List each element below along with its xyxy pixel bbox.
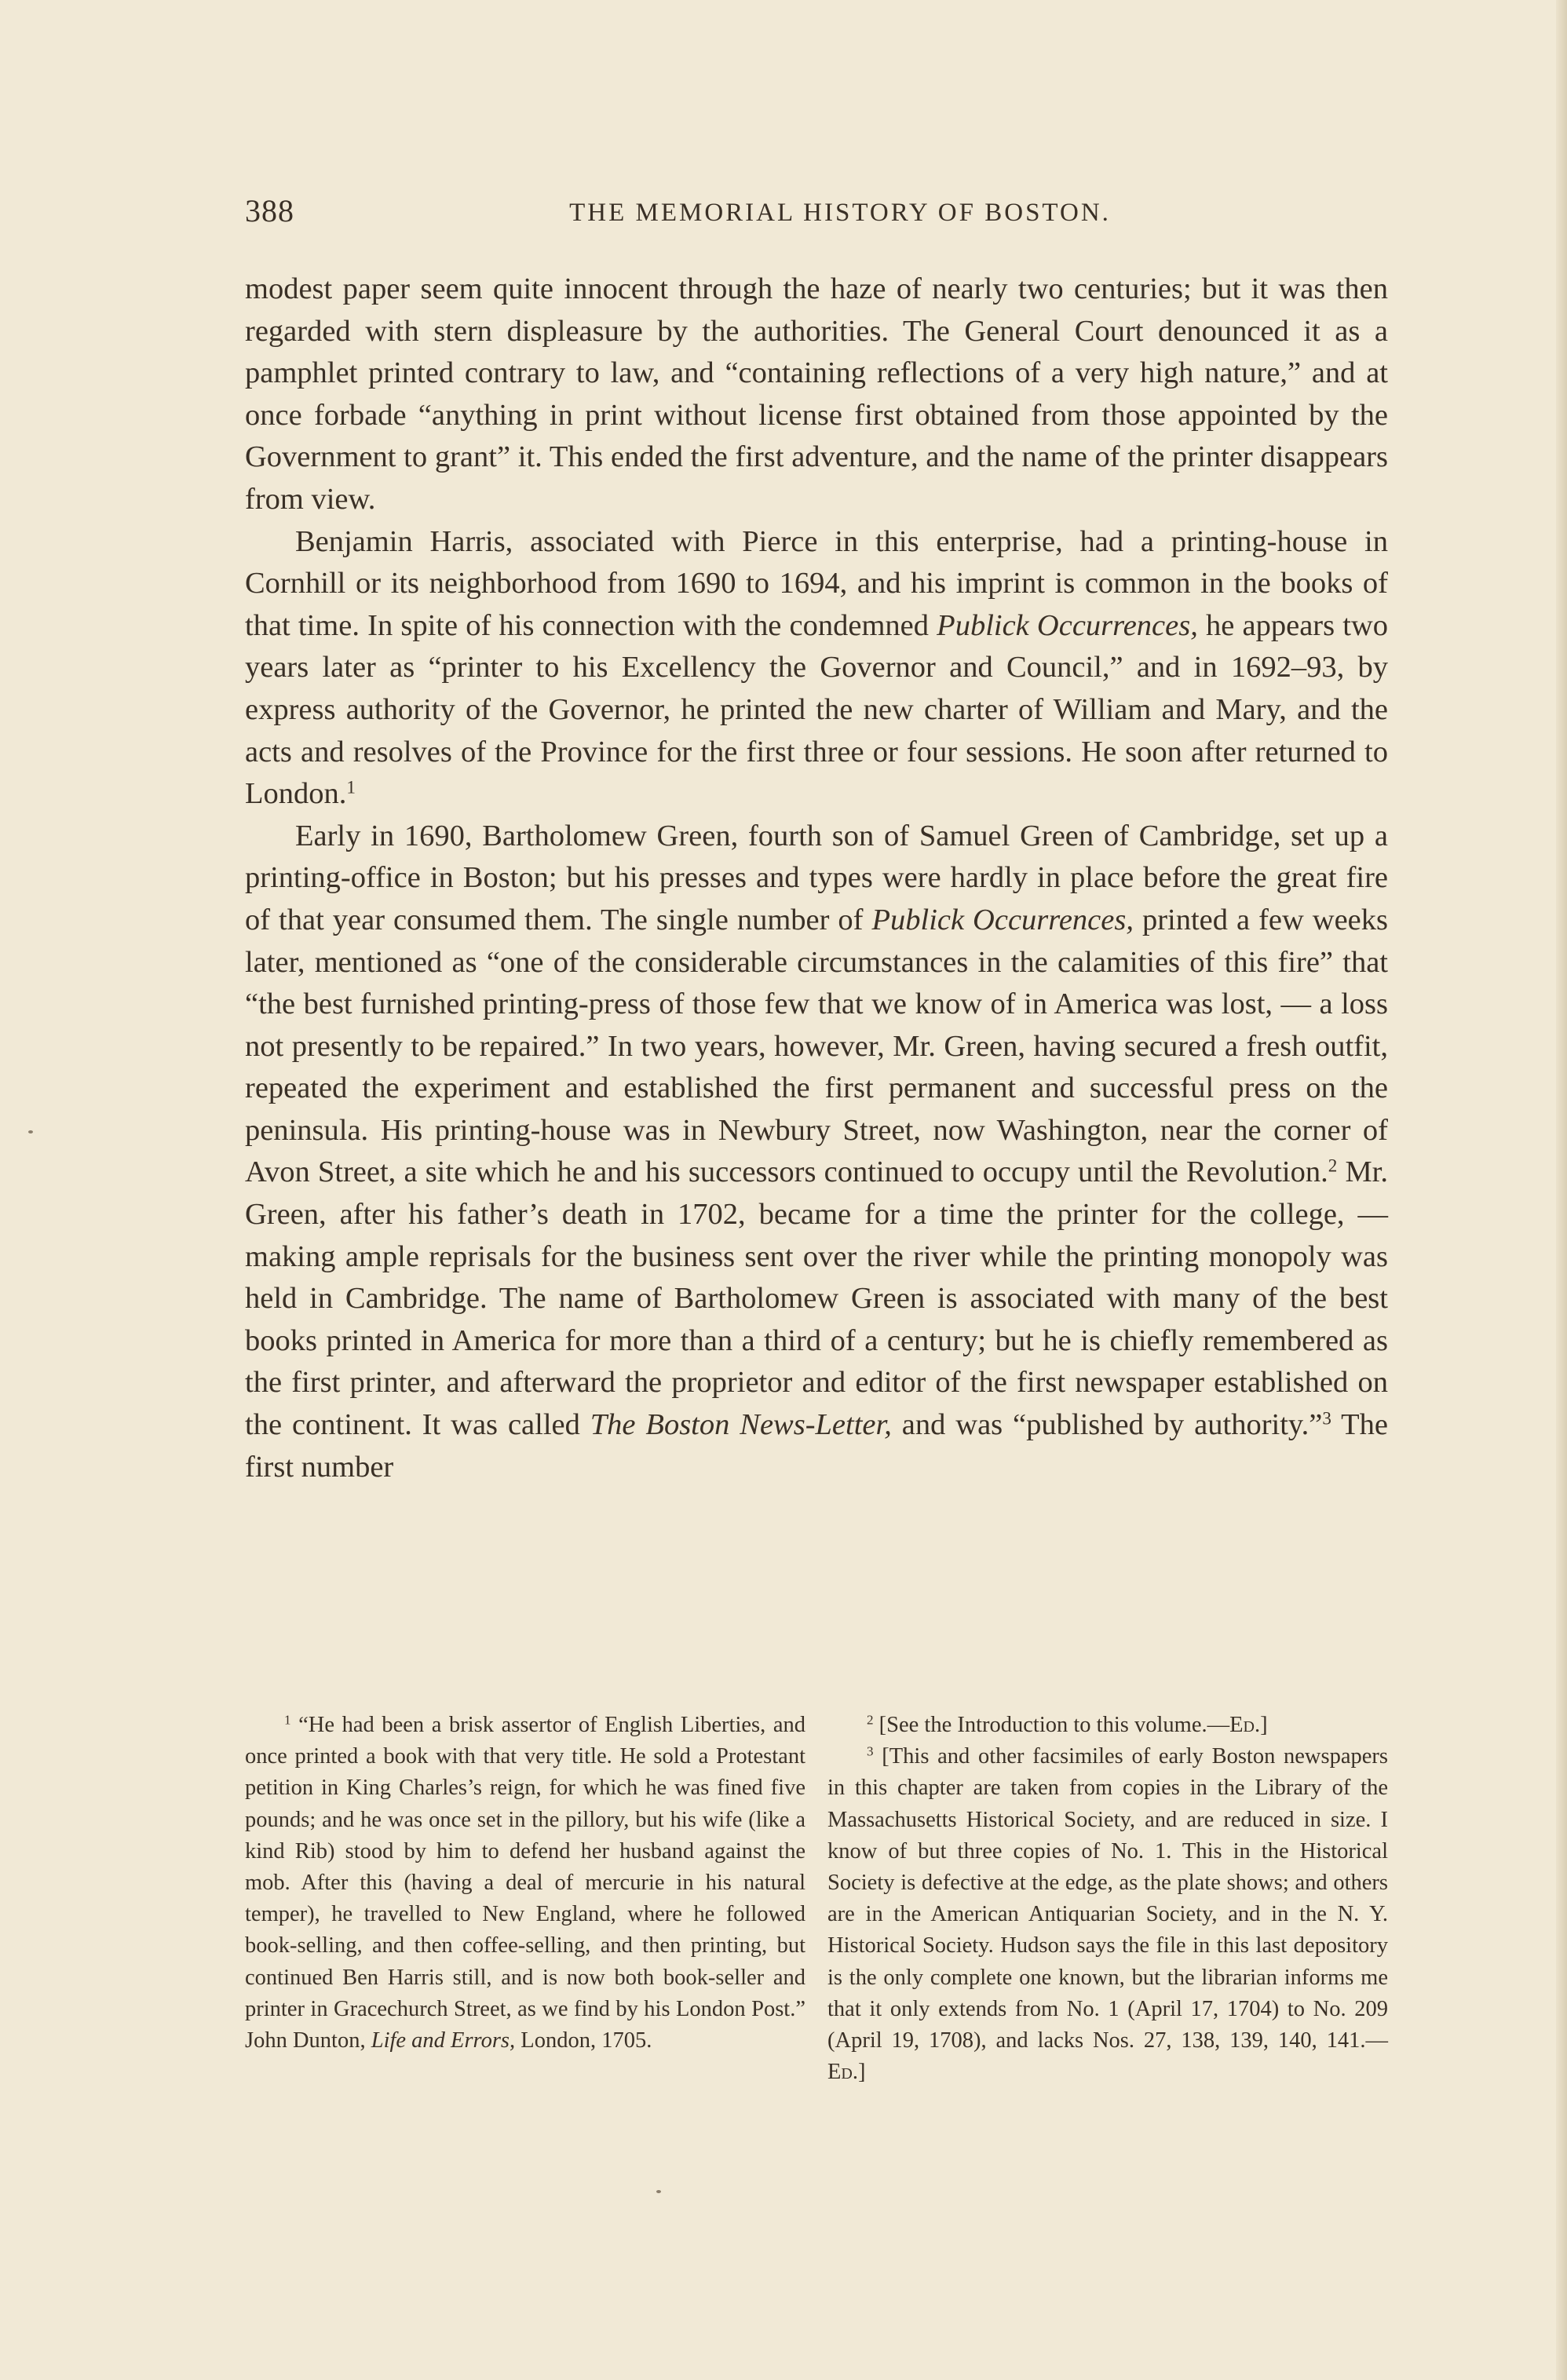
paragraph-2 [245, 521, 1388, 816]
publick-occurrences-title-2: Publick Occurrences, [871, 903, 1134, 936]
page-number: 388 [245, 193, 294, 228]
page-edge [1556, 0, 1567, 2380]
page-header [245, 192, 1388, 239]
footnote-1-text-b: London, 1705. [515, 2028, 652, 2053]
footnote-3-text-a: [This and other facsimiles of early Boston newspapers in this chapter are taken from copies in the Library of the Massachusetts Historical Society, and are reduced in size. I know of but three copies of No. 1. This in the Historical Society is defective at the edge, as the plate shows; and others are in the American Antiquarian Society, and in the N. Y. Historical Society. Hudson says the file in this last depository is the only complete one known, but the librarian informs me that it only extends from No. 1 (April 17, 1704) to No. 209 (April 19, 1708), and lacks Nos. 27, 138, 139, 140, 141.— [827, 1744, 1388, 2053]
body-text [245, 268, 1388, 1488]
ink-speck [28, 1130, 33, 1133]
footnote-3 [827, 1741, 1388, 2088]
footnote-3-mark: 3 [867, 1743, 874, 1759]
footnote-column-left [245, 1710, 805, 2057]
footnote-ref-2: 2 [1328, 1155, 1338, 1176]
footnote-1-mark: 1 [284, 1712, 291, 1728]
paragraph-3-text-d: and was “published by authority.” [891, 1408, 1323, 1442]
news-letter-title: The Boston News-Letter, [590, 1408, 892, 1442]
paragraph-3-text-c: Mr. Green, after his father’s death in 1702, became for a time the printer for the college, — making ample reprisals for the business sent over the river while the printing monopoly was held in Cambridge. The name of Bartholomew Green is associated with many of the best books printed in America for more than a third of a century; but he is chiefly remembered as the first printer, and afterward the proprietor and editor of the first newspaper established on the continent. It was called [245, 1155, 1388, 1442]
footnote-3-editor: Ed. [827, 2060, 858, 2085]
footnote-column-right [827, 1710, 1388, 2088]
paragraph-3-text-a: Early in 1690, Bartholomew Green, fourth son of Samuel Green of Cambridge, set up a printing-office in Boston; but his presses and types were hardly in place before the great fire of that year consumed them. The single number of [245, 819, 1388, 936]
footnote-ref-3: 3 [1322, 1407, 1331, 1429]
footnote-2-mark: 2 [867, 1712, 874, 1728]
footnote-1 [245, 1710, 805, 2057]
footnote-2-editor: Ed. [1229, 1713, 1261, 1737]
footnote-1-text-a: “He had been a brisk assertor of English Liberties, and once printed a book with that very title. He sold a Protestant petition in King Charles’s reign, for which he was fined five pounds; and he was once set in the pillory, but his wife (like a kind Rib) stood by him to defend her husband against the mob. After this (having a deal of mercurie in his natural temper), he travelled to New England, where he followed book-selling, and then coffee-selling, and then printing, but continued Ben Harris still, and is now both book-seller and printer in Gracechurch Street, as we find by his London Post.” John Dunton, [245, 1713, 805, 2053]
paragraph-2-text-b: he appears two years later as “printer to his Excellency the Governor and Council,” and in 1692–93, by express authority of the Governor, he printed the new charter of William and Mary, and the acts and resolves of the Province for the first three or four sessions. He soon after returned to London. [245, 608, 1389, 811]
paragraph-2-text-a: Benjamin Harris, associated with Pierce in this enterprise, had a printing-house in Cornhill or its neighborhood from 1690 to 1694, and his imprint is common in the books of that time. In spite of his connection with the condemned [245, 524, 1388, 642]
footnote-2 [827, 1710, 1388, 1741]
life-and-errors-title: Life and Errors, [371, 2028, 516, 2053]
footnotes [245, 1710, 1388, 2149]
footnote-ref-1: 1 [346, 776, 356, 798]
paragraph-3 [245, 816, 1388, 1489]
paragraph-3-text-e: The first number [245, 1408, 1388, 1484]
ink-speck [656, 2190, 661, 2193]
footnote-3-text-b: ] [857, 2060, 866, 2085]
paragraph-1: modest paper seem quite innocent through the haze of nearly two centuries; but it was then regarded with stern displeasure by the authorities. The General Court denounced it as a pamphlet printed contrary to law, and “containing reflections of a very high nature,” and at once forbade “anything in print without license first obtained from those appointed by the Government to grant” it. This ended the first adventure, and the name of the printer disappears from view. [245, 272, 1388, 516]
footnote-2-text-b: ] [1260, 1713, 1268, 1737]
footnote-2-text-a: [See the Introduction to this volume.— [873, 1713, 1230, 1737]
paragraph-3-text-b: printed a few weeks later, mentioned as “one of the considerable circumstances in the calamities of this fire” that “the best furnished printing-press of those few that we know of in America was lost, — a loss not presently to be repaired.” In two years, however, Mr. Green, having secured a fresh outfit, repeated the experiment and established the first permanent and successful press on the peninsula. His printing-house was in Newbury Street, now Washington, near the corner of Avon Street, a site which he and his successors continued to occupy until the Revolution. [245, 903, 1388, 1189]
publick-occurrences-title: Publick Occurrences, [937, 608, 1198, 642]
running-head: THE MEMORIAL HISTORY OF BOSTON. [569, 199, 1111, 227]
